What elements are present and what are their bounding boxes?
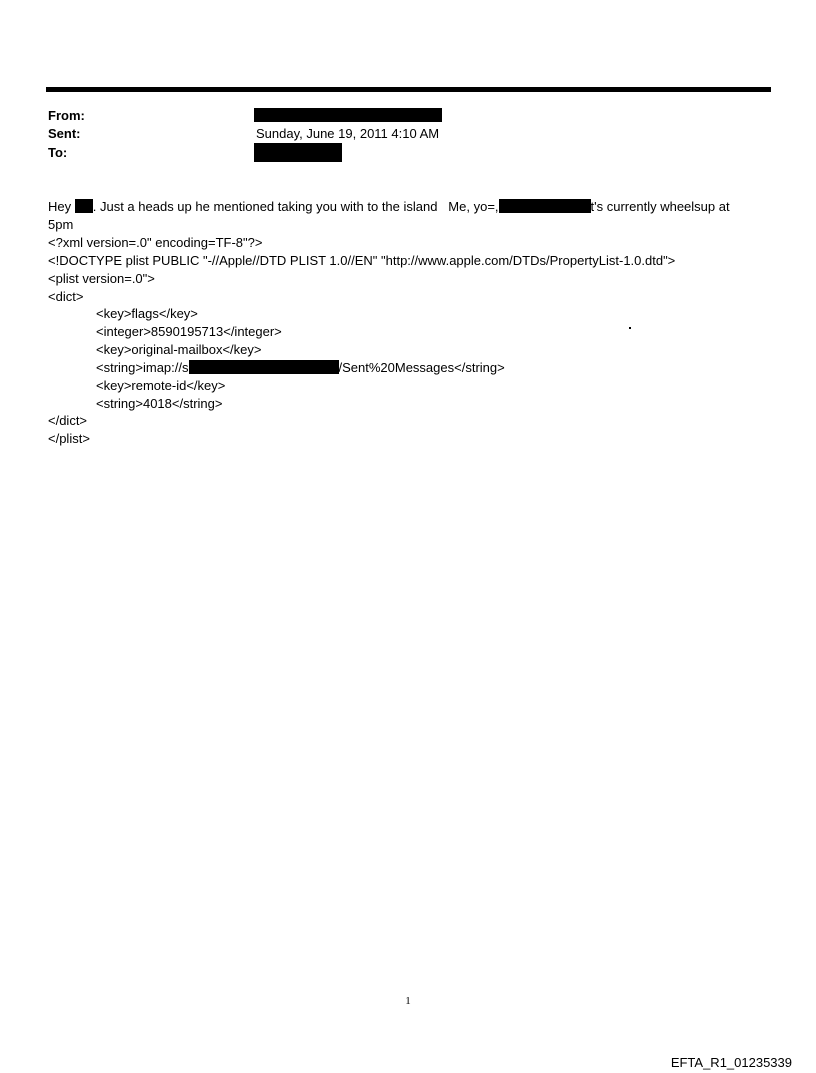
message-redaction [499, 199, 591, 213]
string-imap-line [96, 360, 505, 376]
sent-value: Sunday, June 19, 2011 4:10 AM [256, 126, 440, 141]
to-label: To: [48, 145, 68, 160]
key-mailbox: <key>original-mailbox</key> [96, 342, 262, 357]
string-remote: <string>4018</string> [96, 396, 223, 411]
body-line-1 [48, 199, 730, 215]
stray-dot [629, 327, 631, 329]
doctype-line: <!DOCTYPE plist PUBLIC "-//Apple//DTD PLIST 1.0//EN" "http://www.apple.com/DTDs/PropertyList-1.0.dtd"> [48, 253, 676, 268]
message-text-end: t's currently wheelsup at [590, 199, 730, 214]
imap-redaction [189, 360, 339, 374]
key-flags: <key>flags</key> [96, 306, 198, 321]
xml-declaration: <?xml version=.0" encoding=TF-8"?> [48, 235, 263, 250]
plist-open: <plist version=.0"> [48, 271, 155, 286]
integer-line: <integer>8590195713</integer> [96, 324, 282, 339]
dict-close: </dict> [48, 413, 88, 428]
greeting-text: Hey [48, 199, 72, 214]
message-text: . Just a heads up he mentioned taking you with to the island Me, yo=, [92, 199, 499, 214]
name-redaction [75, 199, 93, 213]
to-redaction [254, 143, 342, 162]
key-remote: <key>remote-id</key> [96, 378, 226, 393]
from-redaction [254, 108, 442, 122]
dict-open: <dict> [48, 289, 84, 304]
imap-end: /Sent%20Messages</string> [338, 360, 505, 375]
document-id: EFTA_R1_01235339 [670, 1055, 792, 1070]
page-number: 1 [405, 995, 411, 1007]
body-line-2: 5pm [48, 217, 74, 232]
plist-close: </plist> [48, 431, 90, 446]
header-rule [46, 87, 771, 92]
imap-start: <string>imap://s [96, 360, 189, 375]
from-label: From: [48, 108, 85, 123]
sent-label: Sent: [48, 126, 81, 141]
